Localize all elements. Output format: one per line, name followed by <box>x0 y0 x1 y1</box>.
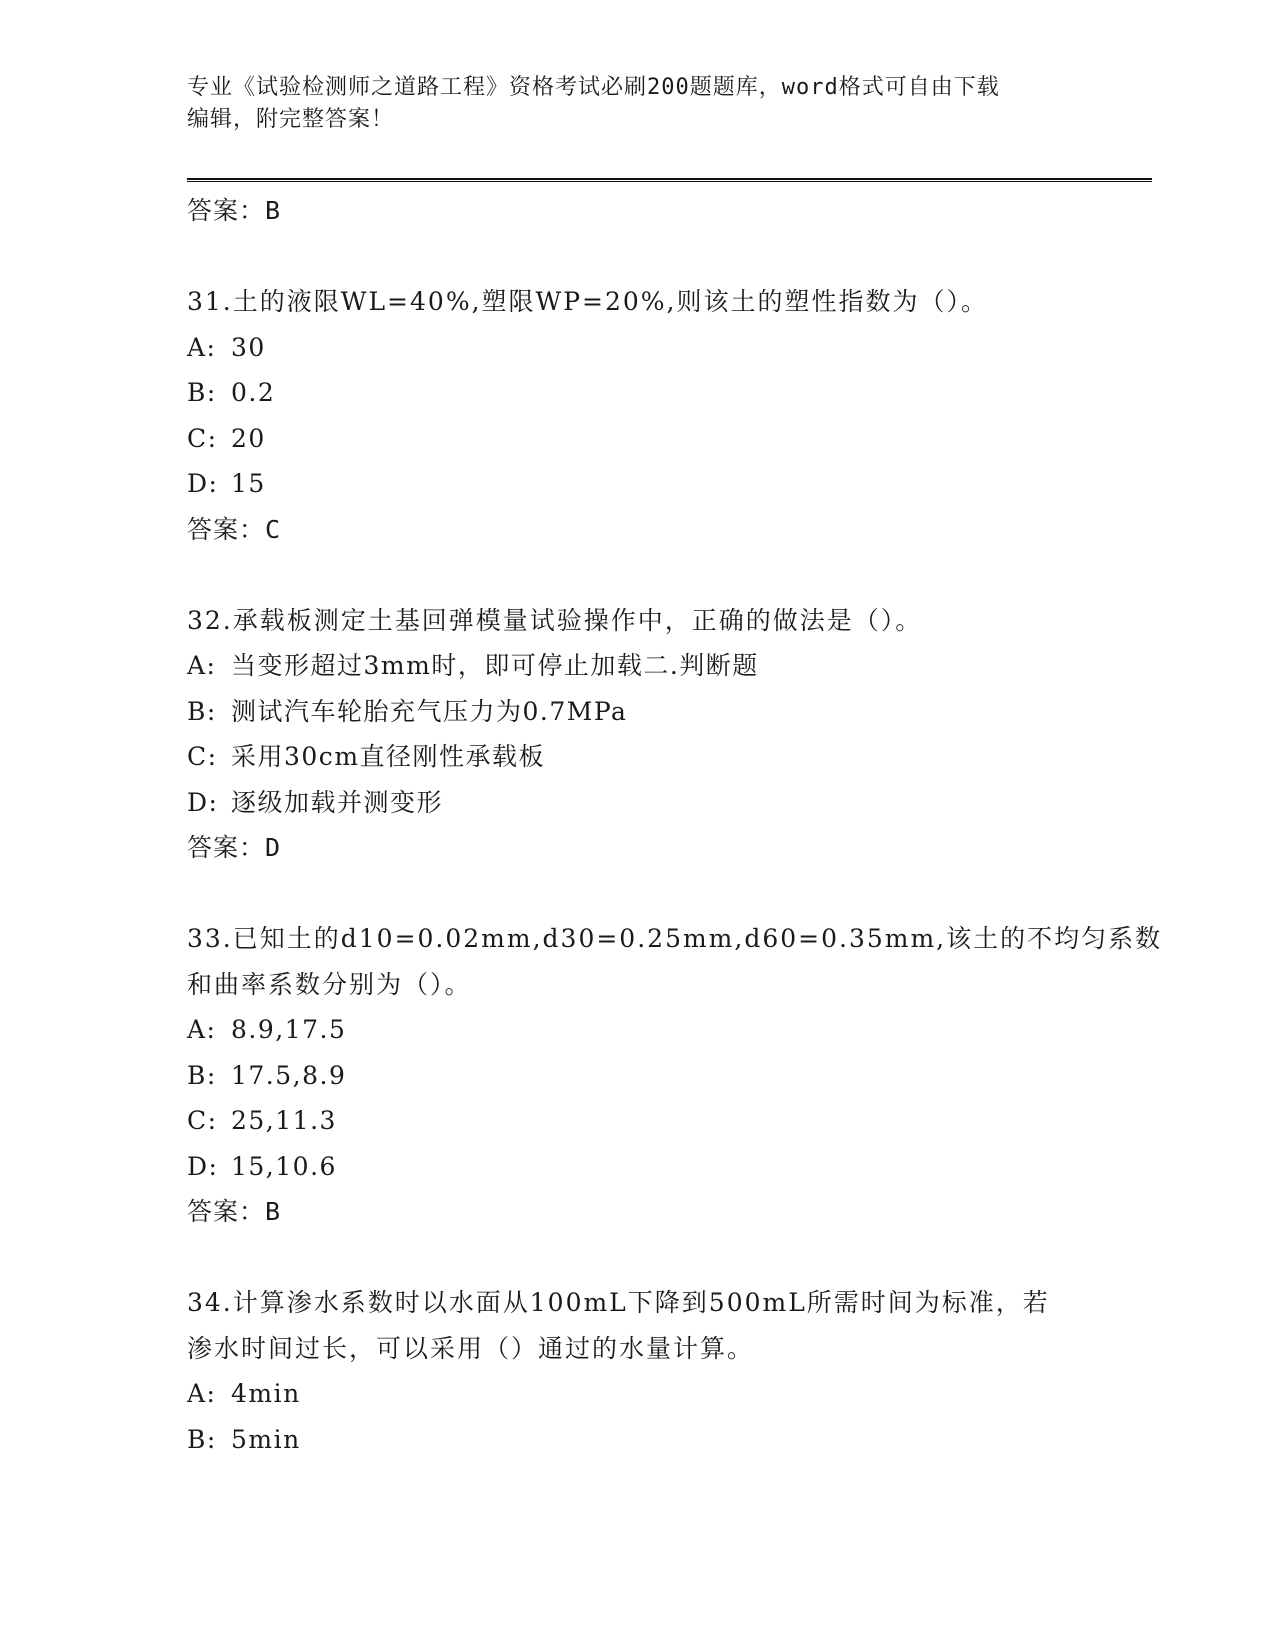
option-c: C: 采用30cm直径刚性承载板 <box>187 742 546 771</box>
option-b: B: 17.5,8.9 <box>187 1060 347 1090</box>
option-a: A: 当变形超过3mm时，即可停止加载二.判断题 <box>187 651 759 680</box>
option-c: C: 20 <box>187 423 266 453</box>
header-title-line-2: 编辑，附完整答案！ <box>187 107 395 132</box>
option-a: A: 4min <box>187 1379 301 1408</box>
option-d: D: 15 <box>187 469 266 498</box>
question-34 <box>187 1280 1087 1462</box>
option-b: B: 测试汽车轮胎充气压力为0.7MPa <box>187 696 628 726</box>
question-31 <box>187 279 1087 553</box>
option-b: B: 5min <box>187 1424 301 1454</box>
option-d: D: 15,10.6 <box>187 1151 337 1181</box>
option-a: A: 30 <box>187 332 266 362</box>
header-divider <box>187 178 1152 182</box>
previous-answer: 答案：B <box>187 196 282 225</box>
question-33 <box>187 916 1163 1235</box>
option-b: B: 0.2 <box>187 378 276 407</box>
question-stem-line-2: 渗水时间过长，可以采用（）通过的水量计算。 <box>187 1333 755 1363</box>
option-d: D: 逐级加载并测变形 <box>187 787 444 817</box>
question-stem-line-1: 34.计算渗水系数时以水面从100mL下降到500mL所需时间为标准，若 <box>187 1288 1050 1317</box>
question-stem: 32.承载板测定土基回弹模量试验操作中，正确的做法是（）。 <box>187 605 923 635</box>
question-stem-line-2: 和曲率系数分别为（）。 <box>187 969 472 999</box>
answer-line: 答案：D <box>187 833 282 862</box>
question-stem: 31.土的液限WL=40%,塑限WP=20%,则该土的塑性指数为（）。 <box>187 287 988 316</box>
option-a: A: 8.9,17.5 <box>187 1015 347 1044</box>
document-header <box>187 72 1087 136</box>
answer-line: 答案：C <box>187 514 282 544</box>
answer-line: 答案：B <box>187 1197 282 1226</box>
question-list <box>187 188 1163 1462</box>
option-c: C: 25,11.3 <box>187 1106 337 1135</box>
question-32 <box>187 598 1087 872</box>
question-stem-line-1: 33.已知土的d10=0.02mm,d30=0.25mm,d60=0.35mm,该土的不均匀系数 <box>187 924 1163 953</box>
header-title-line-1: 专业《试验检测师之道路工程》资格考试必刷200题题库，word格式可自由下载 <box>187 75 1000 100</box>
